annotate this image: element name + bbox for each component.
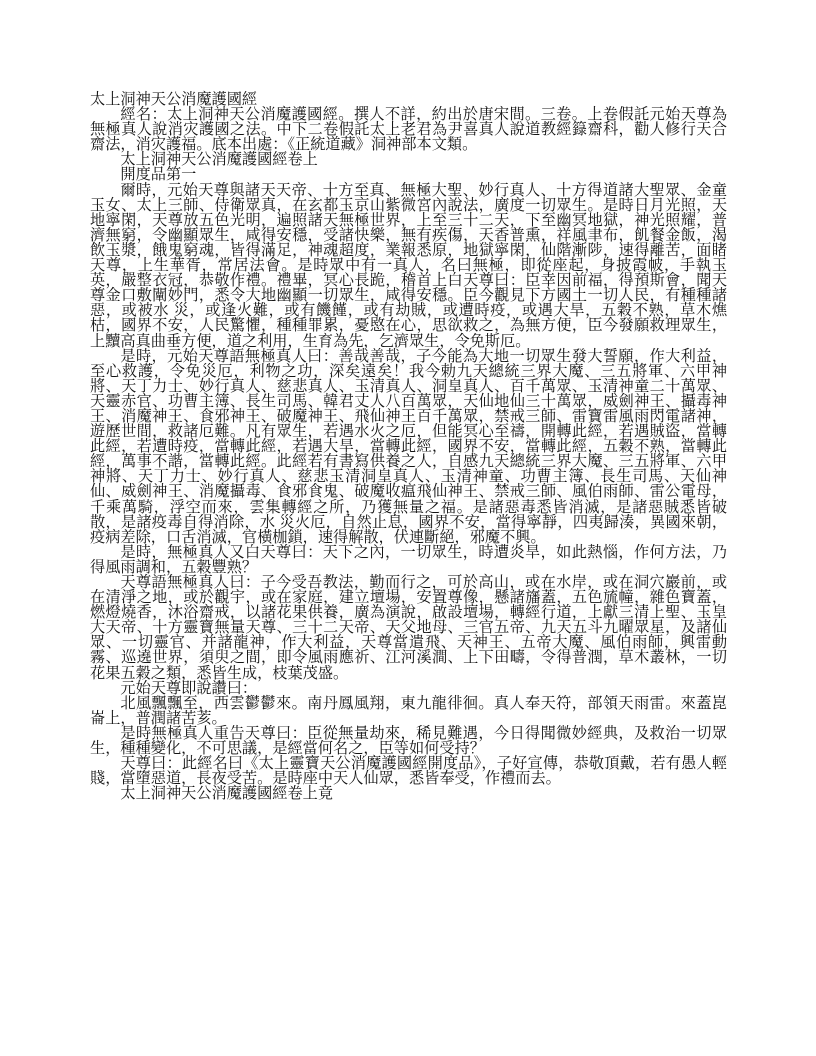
body-paragraph-4: 天尊語無極真人曰：子今受吾教法，勤而行之，可於高山，或在水岸，或在洞穴巖前，或在清淨之地，或於觀宇，或在家庭，建立壇場，安置尊像，懸諸旛蓋，五色旈幢，雜色寶蓋，燃燈燒香，沐浴齋戒，以諸花果供養，廣為演說，啟設壇場，轉經行道，上獻三清上聖、玉皇大天帝、十方靈寶無量天尊、三十二天帝、天父地母、三官五帝、九天五斗九曜眾星，及諸仙眾、一切靈官、并諸龍神，作大利益，天尊當遣飛、天神王、五帝大魔、風伯雨師，興雷動霧、巡遶世界，須臾之間，即令風雨應祈、江河溪澗、上下田疇，令得普潤，草木叢林，一切花果五穀之類，悉皆生成，枝葉茂盛。: [90, 574, 727, 682]
body-paragraph-2: 是時，元始天尊語無極真人曰：善哉善哉，子今能為大地一切眾生發大誓願，作大利益，至心救護，令免災厄，利物之功，深矣遠矣！我今勅九天總統三界大魔、三五將軍、六甲神將、天丁力士、妙行真人、慈悲真人、玉清真人、洞皇真人、百千萬眾、玉清神童二十萬眾、天靈赤官、功曹主簿、長生司馬、韓君丈人八百萬眾，天仙地仙三十萬眾，威劍神王、攝毒神王、消魔神王、食邪神王、破魔神王、飛仙神王百千萬眾，禁戒三師、雷寶雷風雨閃電諸神，遊歷世間，救諸厄難。凡有眾生，若遇水火之厄，但能冥心至禱，開轉此經，若遇賊盜，當轉此經，若遭時疫，當轉此經，若遇大旱，當轉此經，國界不安，當轉此經，五穀不熟，當轉此經，萬事不諧，當轉此經。此經若有書寫供養之人，自感九天總統三界大魔、三五將軍、六甲神將、天丁力士、妙行真人、慈悲玉清洞皇真人、玉清神童、功曹主簿、長生司馬、天仙神仙、威劍神王、消魔攝毒、食邪食鬼、破魔收瘟飛仙神王、禁戒三師、風伯雨師、雷公電母，千乘萬騎，浮空而來，雲集轉經之所，乃獲無量之福。是諸惡毒悉皆消滅，是諸惡賊悉皆破散，是諸疫毒自得消除，水 災火厄，自然止息，國界不安，當得寧靜，四夷歸湊，異國來朝，疫病差除，口舌消滅，官橫枷鎖，速得解散，伏連斷絕，邪魔不興。: [90, 347, 727, 546]
verse-text: 北風飄飄至，西雲鬱鬱來。南丹鳳風翔，東九龍徘徊。真人奉天符，部領天雨雷。來蓋崑崙上，普潤諸苦荄。: [90, 694, 727, 727]
body-paragraph-3: 是時，無極真人又白天尊曰：天下之內，一切眾生，時遭炎旱，如此熱惱，作何方法，乃得風雨調和，五穀豐熟？: [90, 543, 727, 576]
volume-colophon: 太上洞神天公消魔護國經卷上竟: [120, 785, 334, 803]
chapter-heading: 開度品第一: [120, 166, 197, 184]
body-paragraph-1: 爾時，元始天尊與諸天天帝、十方至真、無極大聖、妙行真人、十方得道諸大聖眾、金童玉女、太上三師、侍衛眾真，在玄都玉京山紫微宮內說法，廣度一切眾生。是時日月光照，天地寧閑，天尊放五色光明，遍照諸天無極世界，上至三十二天，下至幽冥地獄，神光照耀，普濟無窮，令幽顯眾生，咸得安穩，受諸快樂，無有疾傷，天香普熏，祥風聿布，飢餐金飯，渴飲玉漿，餓鬼窮魂，皆得滿足，神魂超度，業報悉原，地獄寧閑，仙階漸陟，速得離苦，面睹天尊，上生華胥，常居法會。是時眾中有一真人，名曰無極，即從座起，身披霞帔，手執玉英，嚴整衣冠，恭敬作禮。禮畢，冥心長跪，稽首上白天尊曰：臣幸因前福，得預斯會，聞天尊金口敷闡妙門，悉令大地幽顯一切眾生，咸得安穩。臣今觀見下方國土一切人民，有種種諸惡，或被水 災，或逢火難，或有饑饉，或有劫賊，或遭時疫，或遇大旱，五穀不熟，草木燋枯，國界不安，人民驚懼，種種罪累，憂愍在心，思欲救之，為無方便，臣今發願救理眾生，上黷高真曲垂方便，道之利用，生育為先，乞濟眾生，令免斯厄。: [90, 181, 727, 350]
bibliographic-note: 經名：太上洞神天公消魔護國經。撰人不詳，約出於唐宋間。三卷。上卷假託元始天尊為無極真人說消灾護國之法。中下二卷假託太上老君為尹喜真人說道教經籙齋科，勸人修行天合齋法，消灾護福。底本出處：《正統道藏》洞神部本文類。: [90, 106, 727, 154]
body-paragraph-6: 天尊曰：此經名曰《太上靈寶天公消魔護國經開度品》，子好宣傳，恭敬頂戴，若有愚人輕賤，當墮惡道，長夜受苦。是時座中天人仙眾，悉皆奉受，作禮而去。: [90, 755, 727, 788]
body-paragraph-5: 是時無極真人重告天尊曰：臣從無量劫來，稀見難遇，今日得聞微妙經典，及救治一切眾生，種種變化，不可思議，是經當何名之，臣等如何受持？: [90, 724, 727, 758]
doc-title: 太上洞神天公消魔護國經: [90, 91, 258, 108]
volume-heading: 太上洞神天公消魔護國經卷上: [120, 151, 318, 169]
verse-intro: 元始天尊即說讚曰：: [120, 679, 258, 697]
document-body: [90, 92, 727, 801]
